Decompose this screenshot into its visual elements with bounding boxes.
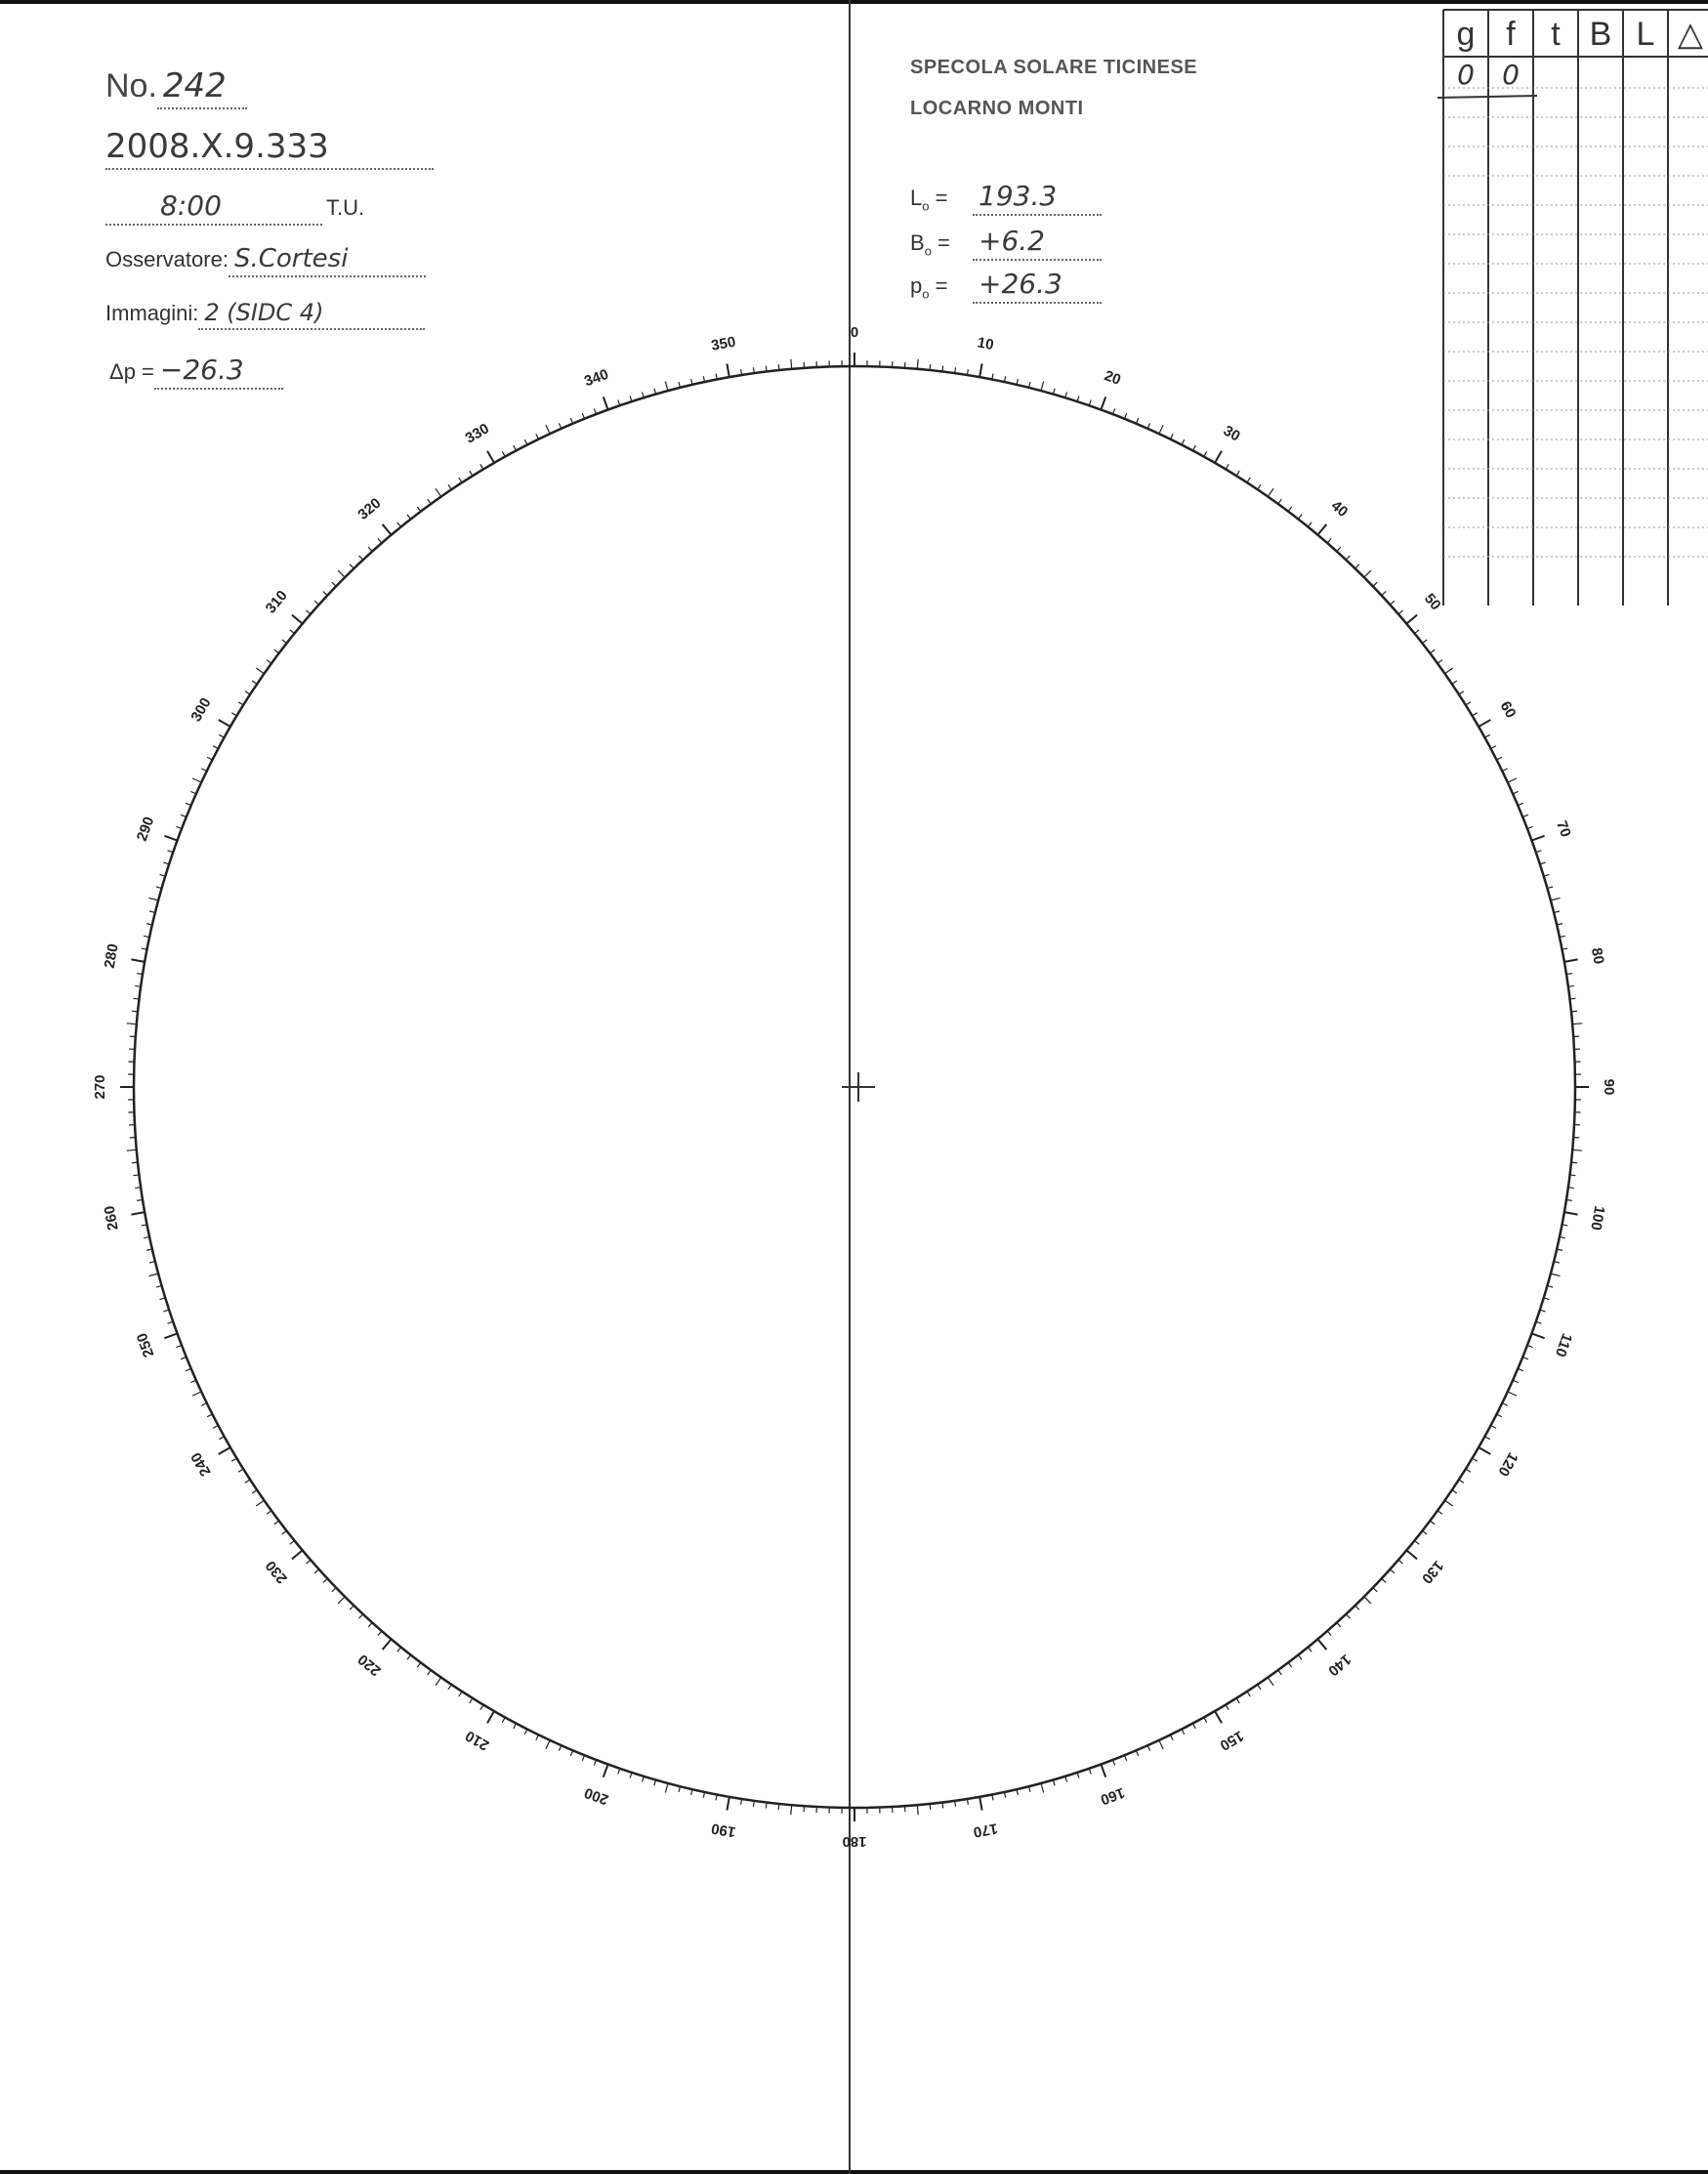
scale-tick [1317,1639,1326,1650]
scale-label: 40 [1327,497,1352,522]
scale-tick [917,1805,918,1815]
scale-tick [753,1801,754,1807]
scale-tick [1101,397,1105,409]
scale-tick [1215,1711,1222,1723]
scale-tick [1508,1392,1517,1396]
scale-tick [378,538,382,543]
scale-tick [778,364,779,370]
scale-tick [160,1298,166,1300]
scale-tick [164,1333,177,1338]
table-cell: 0 [1457,59,1475,91]
scale-tick [397,523,401,527]
scale-label: 80 [1587,946,1607,966]
scale-label: 240 [187,1449,215,1480]
scale-tick [267,1511,271,1515]
scale-tick [642,1777,644,1782]
scale-tick [1065,393,1067,398]
scale-tick [1268,1678,1273,1686]
scale-tick [1564,959,1578,961]
delta-p-label: Δp = [109,359,154,384]
scale-tick [338,570,345,577]
scale-tick [252,681,257,684]
scale-tick [436,1678,441,1686]
scale-tick [536,1735,539,1739]
scale-tick [1159,1740,1163,1749]
scale-label: 260 [101,1204,122,1232]
scale-tick [1568,1188,1574,1189]
scale-tick [1531,836,1544,841]
scale-tick [1268,488,1273,496]
scale-tick [134,1175,140,1176]
observatory-name: SPECOLA SOLARE TICINESE [910,57,1198,78]
time-value[interactable]: 8:00 [105,189,322,226]
scale-tick [428,499,432,504]
scale-tick [1466,702,1471,705]
scale-tick [1544,874,1550,876]
scale-tick [131,1212,145,1214]
scale-tick [1382,1578,1386,1582]
scale-tick [1568,985,1574,986]
scale-tick [459,478,462,482]
scale-tick [1491,1425,1496,1428]
scale-tick [470,471,473,476]
scale-tick [979,363,981,377]
scale-tick [338,1597,345,1604]
scale-tick [1192,445,1195,450]
scale-tick [1308,1648,1312,1652]
scale-tick [1551,1274,1561,1276]
time-unit: T.U. [326,195,365,220]
scale-tick [1497,757,1502,760]
scale-tick [1247,478,1250,482]
scale-tick [514,445,517,450]
scale-tick [213,746,218,749]
scale-tick [1182,439,1185,444]
scale-tick [1215,451,1222,463]
scale-tick [1373,1588,1377,1592]
scale-label: 50 [1420,590,1444,614]
scale-tick [306,610,311,614]
date-value[interactable]: 2008.Ⅹ.9.333 [105,127,434,170]
scale-tick [1258,1685,1261,1690]
scale-tick [942,1802,943,1808]
scale-label: 160 [1098,1783,1127,1809]
scale-tick [1101,1764,1105,1777]
scale-tick [314,601,318,605]
scale-tick [1364,570,1371,577]
scale-tick [368,1622,372,1626]
scale-tick [1571,1011,1577,1012]
scale-tick [470,1698,473,1703]
scale-tick [359,556,363,560]
scale-tick [132,1162,138,1163]
scale-tick [1327,538,1331,543]
scale-tick [1171,1735,1174,1739]
scale-tick [1502,769,1507,772]
scale-tick [1171,434,1174,439]
scale-tick [219,1437,224,1440]
scale-tick [448,484,451,489]
scale-tick [917,359,918,369]
scale-label: 220 [354,1651,385,1680]
scale-tick [1288,507,1292,512]
scale-tick [1497,1414,1502,1417]
scale-tick [252,1490,257,1493]
scale-label: 280 [101,942,122,970]
scale-tick [407,515,411,520]
scale-tick [245,1480,250,1483]
scale-tick [323,592,327,596]
scale-tick [1337,1622,1341,1626]
scale-tick [148,1274,158,1276]
table-column-header: B [1589,16,1612,53]
scale-tick [1452,681,1457,684]
scale-tick [1298,1655,1302,1660]
scale-tick [604,397,608,409]
scale-tick [1236,1698,1239,1703]
scale-tick [1406,1550,1417,1559]
scale-tick [930,1804,931,1810]
scale-tick [1571,1162,1577,1163]
scale-tick [417,507,421,512]
scale-tick [201,769,206,772]
number-value[interactable]: 242 [157,66,247,109]
scale-tick [459,1692,462,1696]
scale-tick [1298,515,1302,520]
scale-tick [1382,592,1386,596]
scale-tick [1430,649,1435,653]
scale-tick [766,1802,767,1808]
scale-label: 10 [976,334,995,355]
scale-tick [274,1521,279,1525]
scale-tick [942,366,943,372]
scale-tick [1204,1717,1207,1722]
scale-tick [1484,1437,1489,1440]
scale-tick [134,998,140,999]
scale-label: 180 [842,1833,867,1851]
scale-tick [219,1447,230,1454]
scale-label: 290 [133,815,158,844]
scale-tick [1159,425,1163,434]
scale-tick [131,959,145,961]
scale-tick [1182,1730,1185,1735]
table-cell: 0 [1502,59,1520,91]
scale-tick [274,649,279,653]
scale-tick [238,702,243,705]
images-label: Immagini: [105,301,199,325]
scale-tick [524,439,527,444]
scale-tick [282,640,287,644]
scale-tick [428,1670,432,1675]
scale-label: 340 [582,365,611,391]
sunspot-table [1437,10,1708,606]
scale-tick [1473,1458,1478,1461]
scale-label: 350 [710,333,737,355]
scale-tick [1041,1783,1044,1793]
scale-tick [1531,1333,1544,1338]
scale-tick [791,1805,792,1815]
scale-tick [192,778,201,782]
scale-tick [256,1500,264,1506]
scale-tick [1041,381,1044,391]
scale-label: 230 [262,1557,291,1587]
scale-tick [1065,1777,1067,1782]
scale-label: 310 [262,587,291,617]
scale-tick [448,1685,451,1690]
scale-tick [383,1639,392,1650]
table-column-header: L [1636,16,1655,53]
scale-tick [1415,1540,1420,1544]
scale-label: 300 [187,694,215,725]
scale-tick [1508,778,1517,782]
scale-tick [604,1764,608,1777]
scale-tick [135,985,141,986]
scale-label: 70 [1553,818,1574,840]
scale-tick [766,366,767,372]
scale-label: 170 [972,1819,999,1841]
scale-tick [502,451,505,456]
scale-tick [480,464,483,469]
scale-tick [979,1797,981,1811]
scale-tick [256,668,264,674]
scale-tick [930,364,931,370]
scale-tick [546,1740,550,1749]
scale-tick [350,1606,354,1610]
scale-tick [282,1530,287,1534]
scale-tick [487,451,494,463]
scale-tick [1479,720,1490,727]
scale-tick [219,734,224,737]
scale-tick [1390,1569,1394,1573]
scale-label: 60 [1496,698,1520,722]
scale-tick [1278,1670,1282,1675]
scale-tick [1437,1511,1442,1515]
delta-p-value[interactable]: −26.3 [154,354,283,390]
scale-tick [1484,734,1489,737]
scale-tick [1479,1447,1490,1454]
scale-label: 250 [133,1330,158,1359]
scale-tick [753,367,754,373]
scale-tick [1288,1662,1292,1667]
scale-tick [1569,1175,1575,1176]
scale-tick [1502,1403,1507,1406]
scale-tick [332,1588,336,1592]
scale-tick [213,1425,218,1428]
scale-tick [407,1655,411,1660]
scale-tick [487,1711,494,1723]
scale-tick [536,434,539,439]
p0-value[interactable]: +26.3 [973,268,1102,304]
scale-tick [219,720,230,727]
scale-tick [955,367,956,373]
p0-label: $p_o$ = [910,273,948,302]
scale-tick [231,713,236,716]
scale-tick [1491,746,1496,749]
scale-tick [1459,691,1464,694]
scale-label: 200 [582,1783,611,1809]
scale-tick [727,363,729,377]
scale-tick [192,1392,201,1396]
scale-tick [1398,610,1403,614]
table-column-header: △ [1677,16,1704,53]
scale-tick [1192,1724,1195,1729]
observer-label: Osservatore: [105,247,229,272]
scale-tick [502,1717,505,1722]
scale-tick [1278,499,1282,504]
scale-tick [480,1705,483,1710]
scale-tick [1445,1500,1453,1506]
table-column-header: g [1456,16,1476,53]
number-label: No. [105,67,157,105]
scale-label: 140 [1324,1651,1354,1680]
scale-tick [1551,898,1561,900]
scale-tick [546,425,550,434]
scale-tick [436,488,441,496]
observatory-location: LOCARNO MONTI [910,98,1084,119]
scale-tick [135,1188,141,1189]
scale-label: 90 [1601,1078,1618,1096]
scale-label: 0 [850,323,859,341]
scale-tick [238,1469,243,1472]
scale-tick [1564,1212,1578,1214]
scale-tick [290,1540,295,1544]
scale-tick [332,582,336,586]
scale-tick [267,660,271,664]
scale-tick [201,1403,206,1406]
scale-tick [292,1550,303,1559]
scale-tick [1452,1490,1457,1493]
scale-label: 330 [462,420,492,447]
scale-tick [1459,1480,1464,1483]
scale-label: 30 [1220,422,1243,445]
scale-tick [1317,524,1326,535]
scale-tick [642,393,644,398]
scale-tick [1398,1560,1403,1564]
scale-tick [1423,640,1428,644]
scale-tick [1544,1298,1550,1300]
scale-label: 320 [354,494,385,523]
scale-label: 210 [462,1727,492,1754]
scale-tick [1445,668,1453,674]
scale-tick [1355,1606,1359,1610]
scale-tick [1437,660,1442,664]
scale-tick [665,1783,668,1793]
scale-tick [132,1011,138,1012]
scale-tick [148,898,158,900]
scale-tick [306,1560,311,1564]
scale-tick [383,524,392,535]
scale-tick [1204,451,1207,456]
scale-tick [417,1662,421,1667]
scale-label: 110 [1551,1330,1576,1359]
scale-tick [727,1797,729,1811]
scale-tick [1226,1705,1229,1710]
scale-tick [1415,630,1420,634]
scale-tick [207,1414,212,1417]
scale-tick [164,836,177,841]
scale-tick [368,547,372,551]
scale-tick [514,1724,517,1729]
scale-tick [1258,484,1261,489]
scale-tick [245,691,250,694]
scale-tick [778,1804,779,1810]
scale-tick [1236,471,1239,476]
scale-tick [359,1614,363,1618]
scale-tick [1337,547,1341,551]
scale-tick [665,381,668,391]
images-value[interactable]: 2 (SIDC 4) [198,299,425,330]
scale-tick [292,615,303,624]
scale-tick [1390,601,1394,605]
table-column-header: f [1506,16,1516,53]
scale-tick [1423,1530,1428,1534]
scale-tick [1430,1521,1435,1525]
scale-label: 190 [710,1819,737,1841]
B0-label: $B_o$ = [910,230,950,259]
scale-tick [350,564,354,568]
L0-label: $L_o$ = [910,186,948,214]
scale-tick [1466,1469,1471,1472]
scale-tick [1569,998,1575,999]
scale-tick [207,757,212,760]
scale-tick [160,874,166,876]
scale-label: 130 [1418,1557,1447,1587]
scale-tick [524,1730,527,1735]
scale-tick [1226,464,1229,469]
scale-tick [1247,1692,1250,1696]
scale-tick [1364,1597,1371,1604]
scale-label: 150 [1217,1727,1247,1754]
scale-tick [1308,523,1312,527]
scale-label: 270 [91,1074,108,1100]
scale-tick [955,1801,956,1807]
scale-tick [1346,1614,1350,1618]
scale-tick [378,1631,382,1636]
scale-tick [791,359,792,369]
scale-tick [314,1569,318,1573]
scale-label: 120 [1494,1449,1521,1480]
table-column-header: t [1551,16,1561,53]
B0-value[interactable]: +6.2 [973,225,1102,261]
scale-tick [1346,556,1350,560]
L0-value[interactable]: 193.3 [973,180,1102,216]
table-row-underline [1437,96,1537,98]
scale-tick [1406,615,1417,624]
scale-tick [1355,564,1359,568]
scale-tick [290,630,295,634]
scale-tick [1373,582,1377,586]
scale-tick [397,1648,401,1652]
scale-label: 100 [1587,1204,1608,1232]
scale-tick [1327,1631,1331,1636]
scale-tick [323,1578,327,1582]
observer-value[interactable]: S.Cortesi [229,244,426,277]
scale-label: 20 [1102,367,1123,389]
scale-tick [231,1458,236,1461]
scale-tick [1473,713,1478,716]
